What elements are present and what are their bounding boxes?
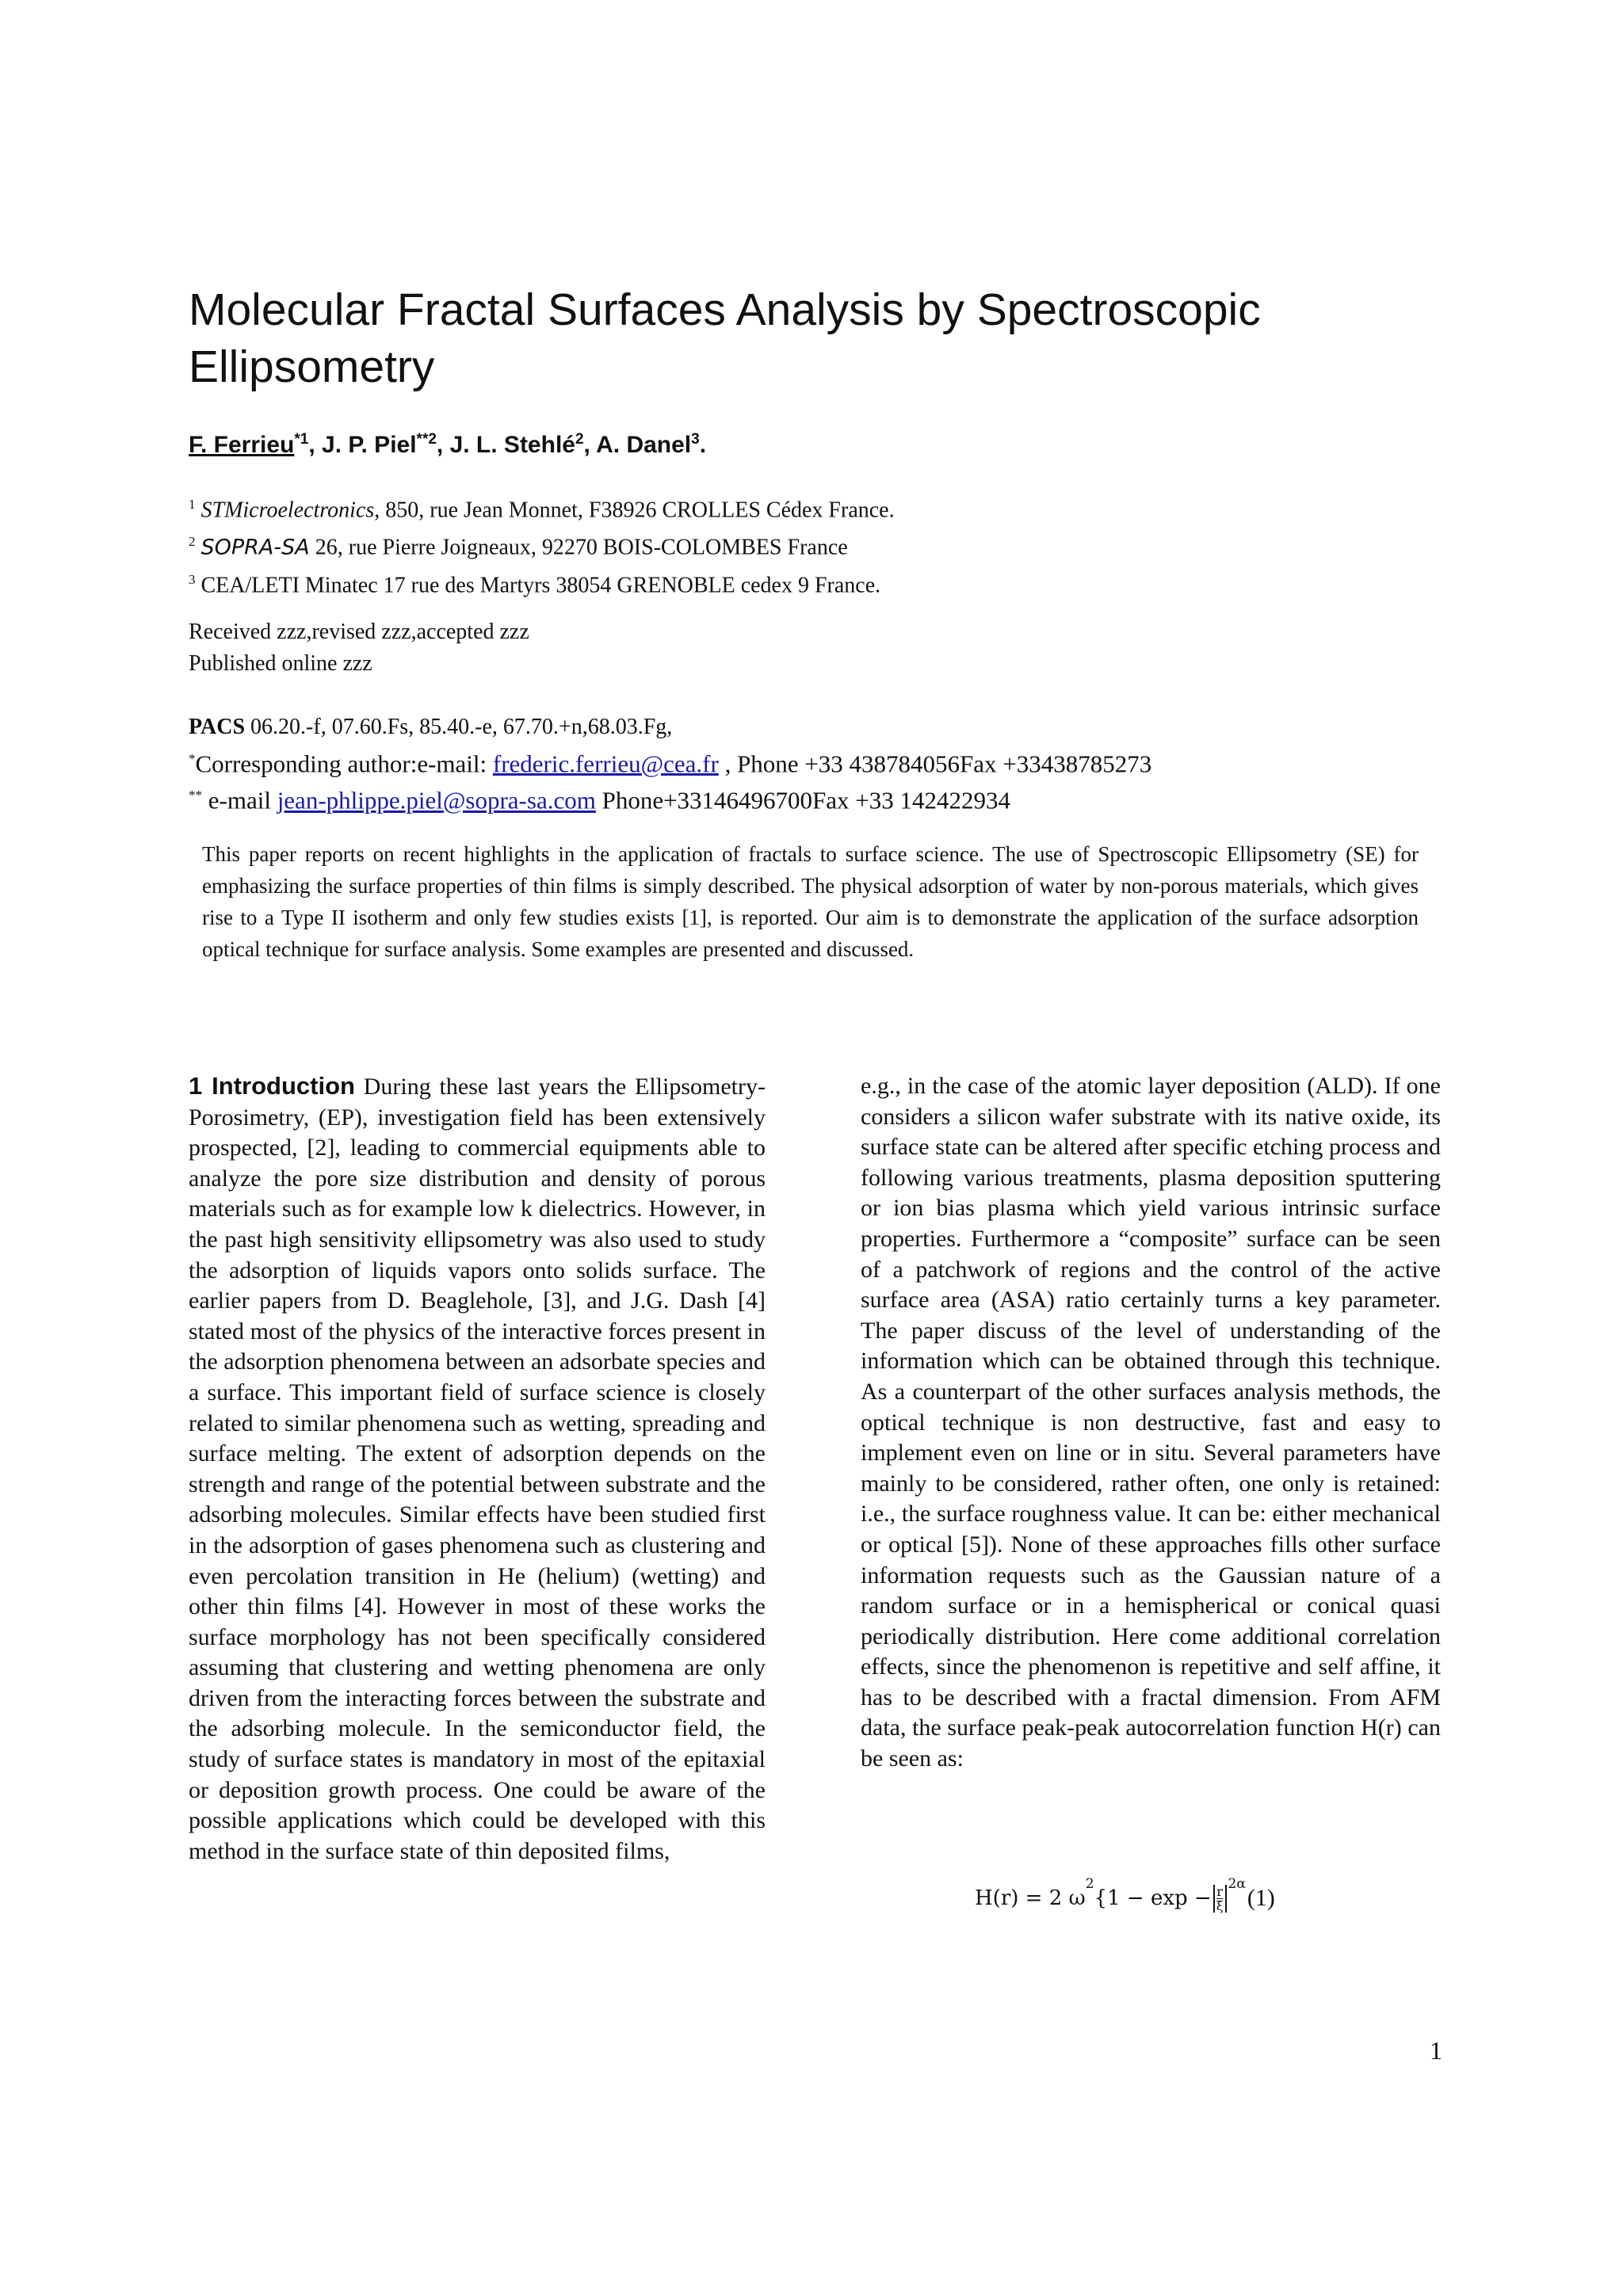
affiliation-number: 2 xyxy=(189,534,196,550)
pacs-line xyxy=(189,711,1536,743)
received-line: Received zzz,revised zzz,accepted zzz xyxy=(189,620,529,644)
fraction-denominator: ξ xyxy=(1216,1897,1224,1913)
author-name: A. Danel xyxy=(596,432,692,458)
page-number: 1 xyxy=(1430,2036,1442,2065)
author-name: J. L. Stehlé xyxy=(449,432,575,458)
affiliation-number: 1 xyxy=(189,497,196,512)
equation-1 xyxy=(975,1876,1275,1920)
equation-body: {1 − exp − xyxy=(1094,1886,1212,1910)
affiliation-address: 26, rue Pierre Joigneaux, 92270 BOIS-COLOMBES France xyxy=(309,535,848,560)
affiliation-item xyxy=(189,564,1457,601)
author-mark: **2 xyxy=(416,431,437,448)
body-column-right xyxy=(861,1071,1441,1775)
author-list: F. Ferrieu$^{*1}$, J. P. Piel$^{**2}$, J. L. Stehlé$^2$, A. Danel$^3$. xyxy=(189,431,707,458)
author-name: F. Ferrieu xyxy=(189,432,295,458)
affiliation-address: CEA/LETI Minatec 17 rue des Martyrs 38054 GRENOBLE cedex 9 France. xyxy=(200,572,881,597)
corresponding-author-line xyxy=(189,743,1536,780)
email-link-piel[interactable]: jean-phlippe.piel@sopra-sa.com xyxy=(277,786,596,814)
pacs-codes: 06.20.-f, 07.60.Fs, 85.40.-e, 67.70.+n,68.03.Fg, xyxy=(245,715,673,739)
affiliation-address: , 850, rue Jean Monnet, F38926 CROLLES Cédex France. xyxy=(374,498,895,523)
publication-dates xyxy=(189,616,1457,680)
author-mark: 3 xyxy=(691,431,700,448)
published-line: Published online zzz xyxy=(189,651,372,676)
equation-fraction xyxy=(1213,1885,1227,1913)
fraction-numerator: r xyxy=(1216,1883,1223,1899)
affiliation-org: STMicroelectronics xyxy=(200,498,375,523)
body-column-left xyxy=(189,1071,766,1867)
equation-square: 2 xyxy=(1085,1876,1094,1892)
affiliation-org: SOPRA-SA xyxy=(200,535,310,560)
intro-text-left: During these last years the Ellipsometry-Porosimetry, (EP), investigation field has been extensively prospected, [2], leading to commercial equipments able to analyze the pore size distribution and density of porous materials such as for example low k dielectrics. However, in the past high sensitivity ellipsometry was also used to study the adsorption of liquids vapors onto solids surface. The earlier papers from D. Beaglehole, [3], and J.G. Dash [4] stated most of the physics of the interactive forces present in the adsorption phenomena between an adsorbate species and a surface. This important field of surface science is closely related to similar phenomena such as wetting, spreading and surface melting. The extent of adsorption depends on the strength and range of the potential between substrate and the adsorbing molecules. Similar effects have been studied first in the adsorption of gases phenomena such as clustering and even percolation transition in He (helium) (wetting) and other thin films [4]. However in most of these works the surface morphology has not been specifically considered assuming that clustering and wetting phenomena are only driven from the interacting forces between the substrate and the adsorbing molecule. In the semiconductor field, the study of surface states is mandatory in most of the epitaxial or deposition growth process. One could be aware of the possible applications which could be developed with this method in the surface state of thin deposited films, xyxy=(189,1074,766,1864)
affiliation-list xyxy=(189,489,1457,601)
affiliation-item xyxy=(189,489,1457,526)
footnote-mark: ** xyxy=(189,788,202,803)
abstract: This paper reports on recent highlights in the application of fractals to surface science. The use of Spectroscopic Ellipsometry (SE) for emphasizing the surface properties of thin films is simply described. The physical adsorption of water by non-porous materials, which gives rise to a Type II isotherm and only few studies exists [1], is reported. Our aim is to demonstrate the application of the surface adsorption optical technique for surface analysis. Some examples are presented and discussed. xyxy=(202,842,1419,961)
paper-title: Molecular Fractal Surfaces Analysis by Spectroscopic Ellipsometry xyxy=(189,284,1261,392)
contact-phone: Phone+33146496700Fax +33 142422934 xyxy=(595,786,1011,814)
equation-exponent: 2α xyxy=(1228,1876,1246,1892)
affiliation-item xyxy=(189,526,1457,563)
intro-text-right: e.g., in the case of the atomic layer deposition (ALD). If one considers a silicon wafer substrate with its native oxide, its surface state can be altered after specific etching process and following various treatments, plasma deposition sputtering or ion bias plasma which yield various intrinsic surface properties. Furthermore a “composite” surface can be seen of a patchwork of regions and the control of the active surface area (ASA) ratio certainly turns a key parameter. The paper discuss of the level of understanding of the information which can be obtained through this technique. As a counterpart of the other surfaces analysis methods, the optical technique is non destructive, fast and easy to implement even on line or in situ. Several parameters have mainly to be considered, rather often, one only is retained: i.e., the surface roughness value. It can be: either mechanical or optical [5]). None of these approaches fills other surface information requests such as the Gaussian nature of a random surface or in a hemispherical or conical quasi periodically distribution. Here come additional correlation effects, since the phenomenon is repetitive and self affine, it has to be described with a fractal dimension. From AFM data, the surface peak-peak autocorrelation function H(r) can be seen as: xyxy=(861,1073,1441,1772)
contact-phone: , Phone +33 438784056Fax +33438785273 xyxy=(718,749,1152,778)
contact-label: e-mail xyxy=(202,786,277,814)
pacs-label: PACS xyxy=(189,715,246,739)
contact-label: Corresponding author:e-mail: xyxy=(195,749,493,778)
affiliation-number: 3 xyxy=(189,571,196,587)
footnote-mark: * xyxy=(189,751,196,766)
author-mark: *1 xyxy=(294,431,309,448)
author-name: J. P. Piel xyxy=(322,432,417,458)
section-heading: 1 Introduction xyxy=(189,1072,355,1100)
second-contact-line xyxy=(189,780,1536,816)
equation-lhs: H(r) = 2 ω xyxy=(975,1886,1086,1910)
email-link-ferrieu[interactable]: frederic.ferrieu@cea.fr xyxy=(492,749,719,778)
equation-number: (1) xyxy=(1247,1885,1275,1911)
author-mark: 2 xyxy=(575,431,584,448)
pacs-and-contact xyxy=(189,711,1536,817)
